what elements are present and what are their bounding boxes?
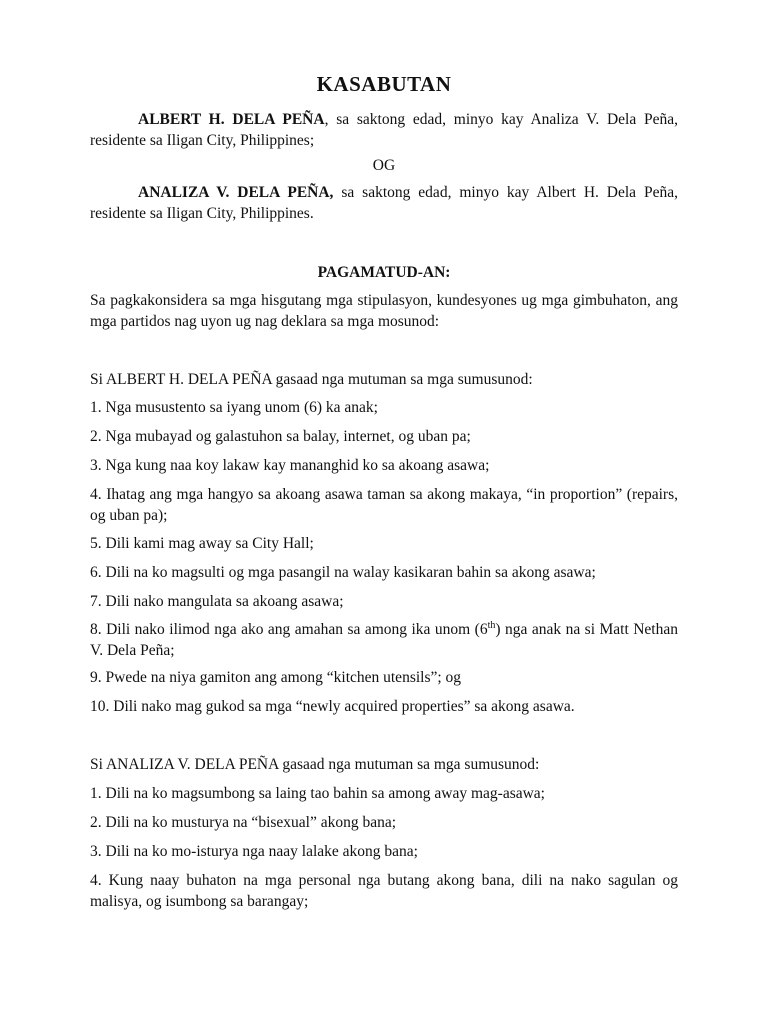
albert-item-7: 7. Dili nako mangulata sa akoang asawa; [90,593,344,610]
conjunction: OG [372,157,396,174]
document-title: KASABUTAN [316,72,452,96]
albert-item-4: 4. Ihatag ang mga hangyo sa akoang asawa taman sa akong makaya, “in proportion” (repairs, og uban pa); [90,486,678,524]
party1-name: ALBERT H. DELA PEÑA [138,111,325,128]
section-heading: PAGAMATUD-AN: [317,264,451,281]
albert-item-6: 6. Dili na ko magsulti og mga pasangil na walay kasikaran bahin sa akong asawa; [90,564,596,581]
analiza-item-4: 4. Kung naay buhaton na mga personal nga butang akong bana, dili na nako sagulan og malisya, og isumbong sa barangay; [90,872,678,910]
albert-item-8 [90,619,678,661]
albert-item-10: 10. Dili nako mag gukod sa mga “newly acquired properties” sa akong asawa. [90,698,575,715]
albert-item-9: 9. Pwede na niya gamiton ang among “kitchen utensils”; og [90,669,462,686]
party2-details: sa saktong edad, minyo kay Albert H. Dela Peña, residente sa Iligan City, Philippines. [90,184,678,222]
analiza-item-2: 2. Dili na ko musturya na “bisexual” akong bana; [90,814,397,831]
albert-item-8-after: ) nga anak na si Matt Nethan V. Dela Peña; [90,621,678,659]
albert-item-8-before: 8. Dili nako ilimod nga ako ang amahan sa among ika unom (6 [90,621,488,638]
intro-paragraph: Sa pagkakonsidera sa mga hisgutang mga stipulasyon, kundesyones ug mga gimbuhaton, ang mga partidos nag uyon ug nag deklara sa mga mosunod: [90,292,678,330]
albert-item-8-sup: th [487,619,496,631]
albert-section-heading: Si ALBERT H. DELA PEÑA gasaad nga mutuman sa mga sumusunod: [90,371,533,388]
analiza-item-1: 1. Dili na ko magsumbong sa laing tao bahin sa among away mag-asawa; [90,785,545,802]
albert-item-3: 3. Nga kung naa koy lakaw kay mananghid ko sa akoang asawa; [90,457,490,474]
albert-item-2: 2. Nga mubayad og galastuhon sa balay, internet, og uban pa; [90,428,471,445]
analiza-item-3: 3. Dili na ko mo-isturya nga naay lalake akong bana; [90,843,418,860]
albert-item-1: 1. Nga musustento sa iyang unom (6) ka anak; [90,399,378,416]
analiza-section-heading: Si ANALIZA V. DELA PEÑA gasaad nga mutuman sa mga sumusunod: [90,756,540,773]
party2-name: ANALIZA V. DELA PEÑA, [138,184,334,201]
party1-details: , sa saktong edad, minyo kay Analiza V. Dela Peña, residente sa Iligan City, Philippines; [90,111,679,149]
party1-paragraph [90,109,678,151]
albert-item-5: 5. Dili kami mag away sa City Hall; [90,535,314,552]
party2-paragraph [90,182,678,224]
